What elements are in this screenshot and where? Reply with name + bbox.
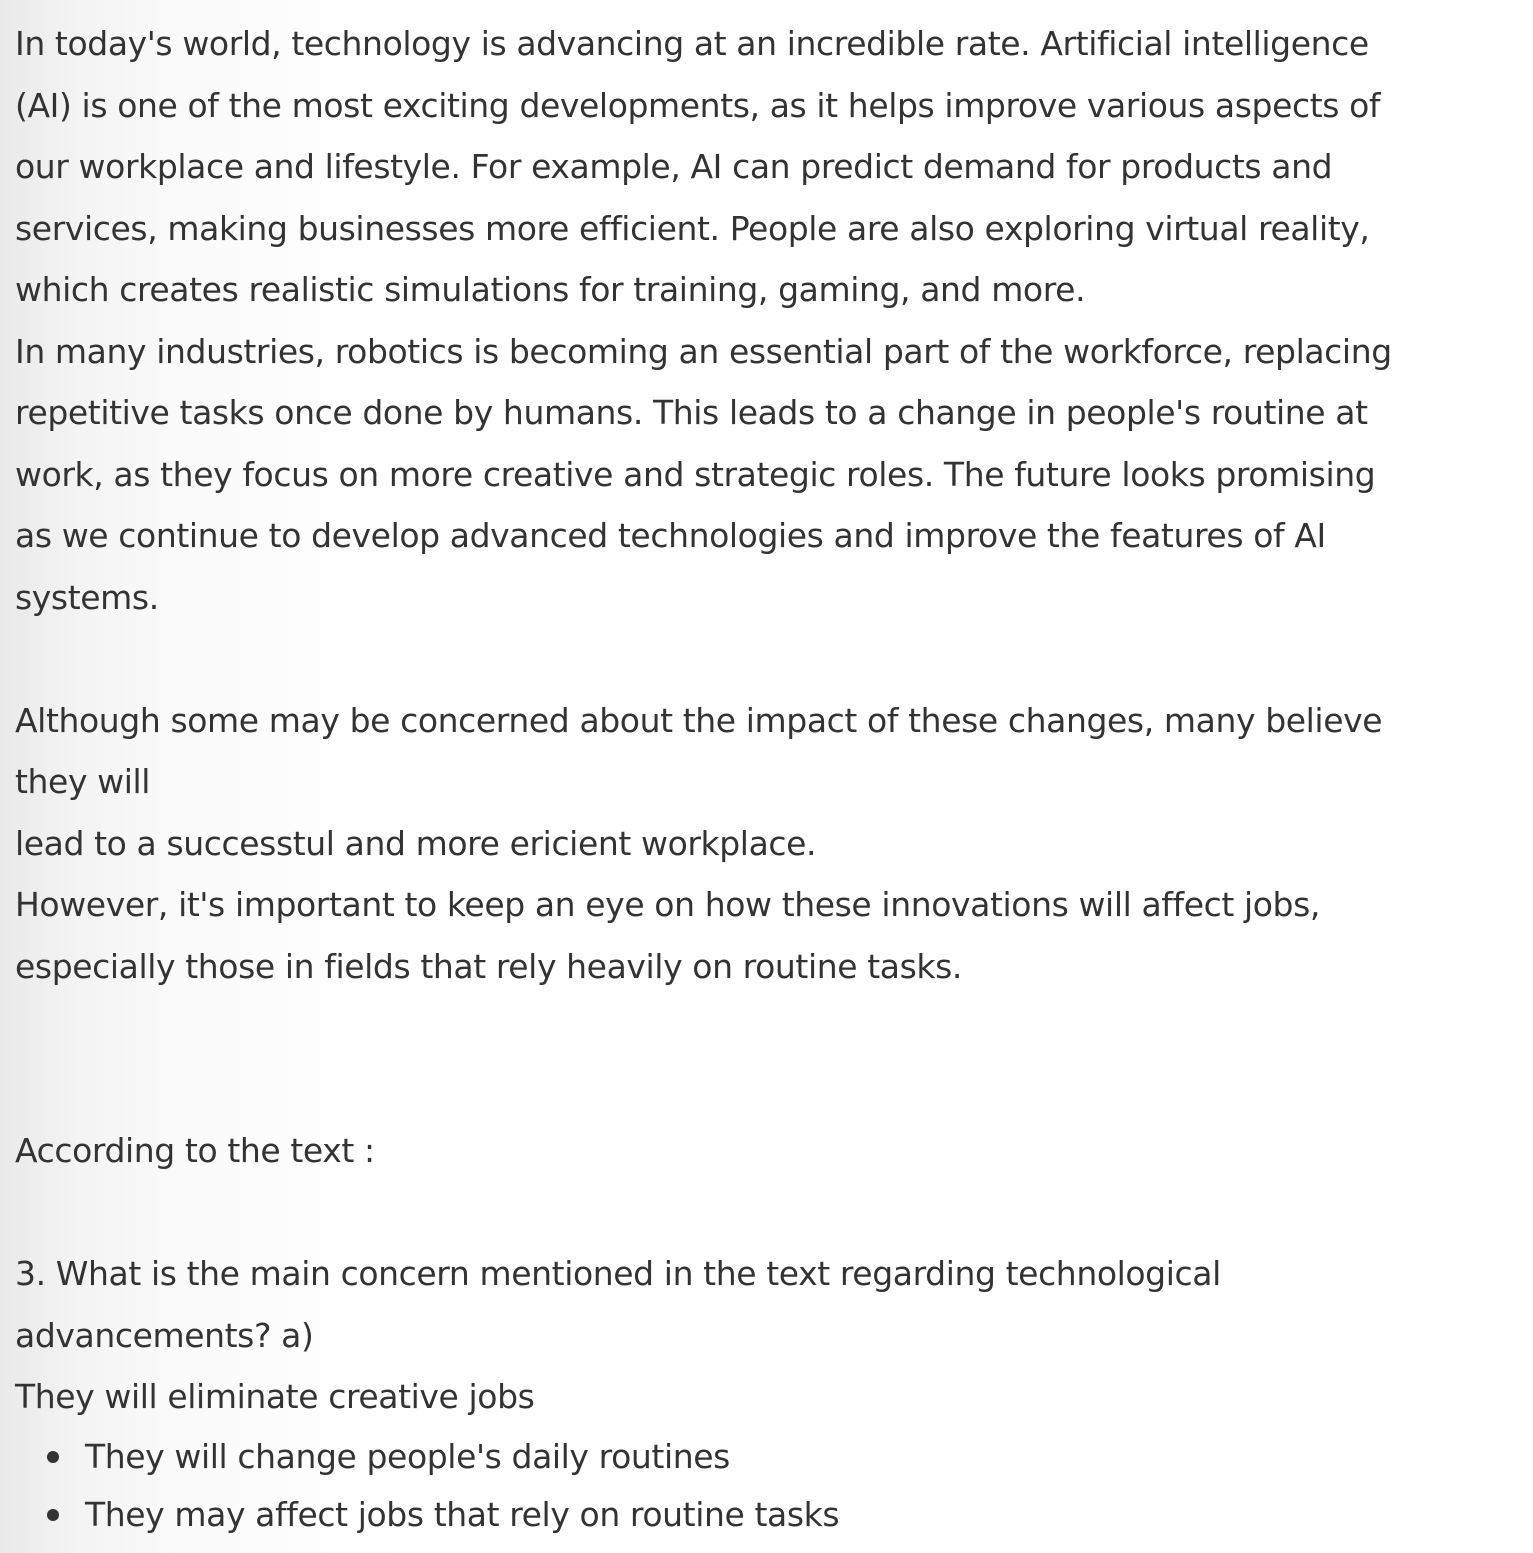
- answer-option: [15, 1428, 1515, 1486]
- text-line: they will: [15, 762, 151, 801]
- blank-line: [15, 628, 1515, 690]
- text-line: as we continue to develop advanced technologies and improve the features of AI: [15, 516, 1326, 555]
- bullet-icon: [47, 1509, 59, 1521]
- text-line: (AI) is one of the most exciting developments, as it helps improve various aspects of: [15, 85, 1381, 125]
- text-line: especially those in fields that rely heavily on routine tasks.: [15, 946, 962, 986]
- paragraph-3: [15, 690, 1515, 998]
- text-line: In today's world, technology is advancing at an incredible rate. Artificial intelligence: [15, 24, 1369, 63]
- text-line: Although some may be concerned about the impact of these changes, many believe: [15, 700, 1383, 740]
- question-text: advancements? a): [15, 1315, 314, 1355]
- answer-option: [15, 1486, 1515, 1544]
- blank-space: [15, 997, 1515, 1120]
- answer-option-text: They will change people's daily routines: [85, 1436, 730, 1476]
- paragraph-1: [15, 13, 1515, 321]
- text-line: repetitive tasks once done by humans. This leads to a change in people's routine at: [15, 393, 1368, 432]
- text-line: systems.: [15, 577, 159, 617]
- text-line: our workplace and lifestyle. For example, AI can predict demand for products and: [15, 147, 1333, 186]
- document-body: [15, 13, 1515, 1544]
- question-block: [15, 1243, 1515, 1428]
- paragraph-2: [15, 321, 1515, 629]
- question-text: 3. What is the main concern mentioned in the text regarding technological: [15, 1254, 1221, 1293]
- text-line: However, it's important to keep an eye on how these innovations will affect jobs,: [15, 885, 1320, 924]
- text-line: which creates realistic simulations for training, gaming, and more.: [15, 270, 1086, 309]
- question-intro: According to the text :: [15, 1131, 375, 1170]
- answer-option-a: They will eliminate creative jobs: [15, 1377, 535, 1416]
- bullet-icon: [47, 1451, 59, 1463]
- text-line: work, as they focus on more creative and strategic roles. The future looks promising: [15, 454, 1376, 494]
- text-line: In many industries, robotics is becoming an essential part of the workforce, replacing: [15, 331, 1392, 371]
- text-line: lead to a successtul and more ericient workplace.: [15, 823, 817, 863]
- answer-option-text: They may affect jobs that rely on routine tasks: [85, 1494, 840, 1534]
- text-line: services, making businesses more efficient. People are also exploring virtual reality,: [15, 208, 1370, 248]
- blank-line: [15, 1182, 1515, 1244]
- answer-options-list: [15, 1428, 1515, 1544]
